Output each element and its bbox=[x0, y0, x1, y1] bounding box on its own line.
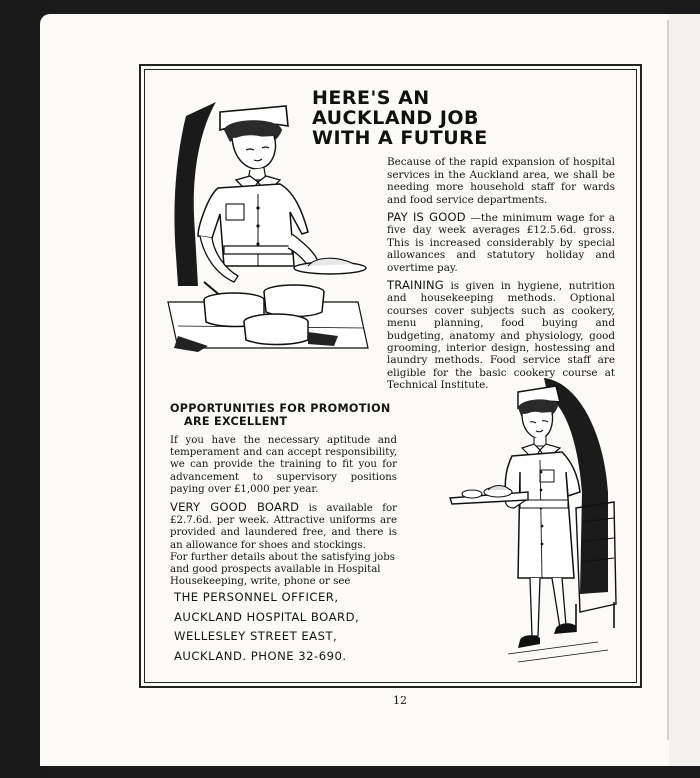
pay-text: —the minimum wage for a five day week averages £12.5.6d. gross. This is increased considerably by special allowances and statutory holiday and overtime pay. bbox=[387, 212, 615, 274]
headline-line: HERE'S AN bbox=[312, 87, 430, 109]
promotion-heading bbox=[170, 402, 397, 428]
training-text: is given in hygiene, nutrition and housekeeping methods. Optional courses cover subjects such as cookery, menu planning, food buying and budgeting, anatomy and physiology, good grooming, interior design, hostessing and laundry methods. Food service staff are eligible for the basic cookery course at Technical Institute. bbox=[387, 280, 615, 392]
board-paragraph bbox=[170, 501, 397, 552]
promotion-heading-line: ARE EXCELLENT bbox=[184, 415, 288, 428]
headline-line: AUCKLAND JOB bbox=[312, 107, 480, 129]
details-paragraph: For further details about the satisfying jobs and good prospects available in Hospital Housekeeping, write, phone or see bbox=[170, 551, 396, 588]
promotion-column bbox=[170, 402, 397, 593]
advertisement-headline bbox=[312, 88, 612, 148]
pay-lead: PAY IS GOOD bbox=[387, 210, 466, 224]
contact-line: AUCKLAND HOSPITAL BOARD, bbox=[174, 609, 360, 624]
intro-paragraph: Because of the rapid expansion of hospital services in the Auckland area, we shall be needing more household staff for wards and food service departments. bbox=[387, 156, 615, 206]
promotion-heading-line: OPPORTUNITIES FOR PROMOTION bbox=[170, 402, 391, 415]
facing-page-edge bbox=[669, 14, 700, 766]
pay-paragraph bbox=[387, 211, 615, 274]
headline-line: WITH A FUTURE bbox=[312, 127, 488, 149]
training-lead: TRAINING bbox=[387, 278, 444, 293]
board-text: is available for £2.7.6d. per week. Attractive uniforms are provided and laundered free, and there is an allowance for shoes and stockings. bbox=[170, 503, 398, 551]
worker-carrying-tray-illustration bbox=[448, 372, 618, 668]
benefits-column bbox=[387, 211, 615, 397]
board-lead: VERY GOOD BOARD bbox=[170, 500, 300, 515]
contact-line: THE PERSONNEL OFFICER, bbox=[174, 590, 339, 604]
promotion-paragraph: If you have the necessary aptitude and temperament and can accept responsibility, we can provide the training to fit you for advancement to supervisory positions paying over £1,000 per year. bbox=[170, 435, 397, 495]
scan-background-left bbox=[0, 0, 44, 778]
contact-line: WELLESLEY STREET EAST, bbox=[174, 629, 338, 643]
contact-line: AUCKLAND. PHONE 32-690. bbox=[174, 648, 347, 663]
contact-address bbox=[174, 588, 414, 666]
page-number: 12 bbox=[393, 694, 407, 707]
